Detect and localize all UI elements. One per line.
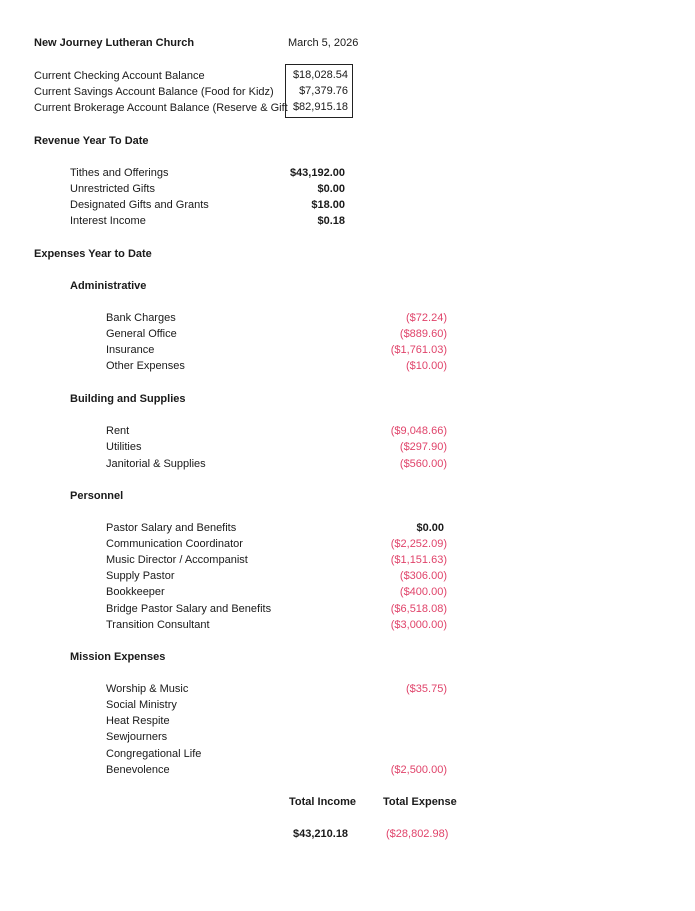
expense-item-value: ($2,500.00)	[390, 764, 447, 776]
expense-item-value: ($1,151.63)	[390, 554, 447, 566]
expense-item-value: ($10.00)	[406, 360, 447, 372]
expense-item-label: Sewjourners	[106, 731, 168, 743]
expense-item-label: Communication Coordinator	[106, 538, 243, 550]
expense-item-label: Janitorial & Supplies	[106, 458, 206, 470]
brokerage-balance-label: Current Brokerage Account Balance (Reserve & Gift	[34, 102, 288, 114]
revenue-item-value: $0.00	[317, 183, 345, 195]
expense-item-label: Bank Charges	[106, 312, 176, 324]
expense-item-value: ($3,000.00)	[390, 619, 447, 631]
expense-item-label: Utilities	[106, 441, 142, 453]
expense-item-value: ($6,518.08)	[390, 603, 447, 615]
expense-item-value: $0.00	[416, 522, 444, 534]
expense-item-value: ($72.24)	[406, 312, 447, 324]
total-expense-value: ($28,802.98)	[386, 828, 449, 840]
church-name: New Journey Lutheran Church	[34, 37, 195, 49]
expense-item-label: Congregational Life	[106, 748, 202, 760]
expense-item-value: ($297.90)	[399, 441, 447, 453]
revenue-item-label: Unrestricted Gifts	[70, 183, 155, 195]
expense-item-label: General Office	[106, 328, 177, 340]
building-heading: Building and Supplies	[70, 393, 186, 405]
expense-item-label: Pastor Salary and Benefits	[106, 522, 237, 534]
revenue-item-value: $43,192.00	[289, 167, 345, 179]
report-date: March 5, 2026	[288, 37, 359, 49]
revenue-item-label: Interest Income	[70, 215, 146, 227]
expenses-title: Expenses Year to Date	[34, 248, 152, 260]
revenue-item-value: $0.18	[317, 215, 345, 227]
expense-item-value: ($400.00)	[399, 586, 447, 598]
mission-heading: Mission Expenses	[70, 651, 166, 663]
revenue-item-value: $18.00	[311, 199, 345, 211]
expense-item-label: Heat Respite	[106, 715, 170, 727]
expense-item-label: Transition Consultant	[106, 619, 210, 631]
expense-item-label: Music Director / Accompanist	[106, 554, 248, 566]
expense-item-value: ($9,048.66)	[390, 425, 447, 437]
checking-balance-label: Current Checking Account Balance	[34, 70, 205, 82]
expense-item-value: ($306.00)	[399, 570, 447, 582]
expense-item-label: Supply Pastor	[106, 570, 175, 582]
expense-item-value: ($2,252.09)	[390, 538, 447, 550]
expense-item-value: ($35.75)	[406, 683, 447, 695]
expense-item-label: Other Expenses	[106, 360, 185, 372]
checking-balance-value: $18,028.54	[292, 69, 348, 81]
revenue-item-label: Designated Gifts and Grants	[70, 199, 209, 211]
expense-item-label: Benevolence	[106, 764, 170, 776]
expense-item-label: Bookkeeper	[106, 586, 165, 598]
savings-balance-value: $7,379.76	[299, 85, 348, 97]
savings-balance-label: Current Savings Account Balance (Food for Kidz)	[34, 86, 274, 98]
personnel-heading: Personnel	[70, 490, 124, 502]
brokerage-balance-value: $82,915.18	[292, 101, 348, 113]
expense-item-value: ($560.00)	[399, 458, 447, 470]
expense-item-label: Worship & Music	[106, 683, 189, 695]
expense-item-value: ($1,761.03)	[390, 344, 447, 356]
total-income-label: Total Income	[289, 796, 357, 808]
expense-item-label: Bridge Pastor Salary and Benefits	[106, 603, 272, 615]
revenue-item-label: Tithes and Offerings	[70, 167, 169, 179]
administrative-heading: Administrative	[70, 280, 147, 292]
expense-item-label: Social Ministry	[106, 699, 177, 711]
total-income-value: $43,210.18	[293, 828, 349, 840]
expense-item-label: Rent	[106, 425, 130, 437]
revenue-title: Revenue Year To Date	[34, 135, 149, 147]
expense-item-value: ($889.60)	[399, 328, 447, 340]
expense-item-label: Insurance	[106, 344, 155, 356]
total-expense-label: Total Expense	[383, 796, 457, 808]
balances-box	[285, 64, 353, 118]
